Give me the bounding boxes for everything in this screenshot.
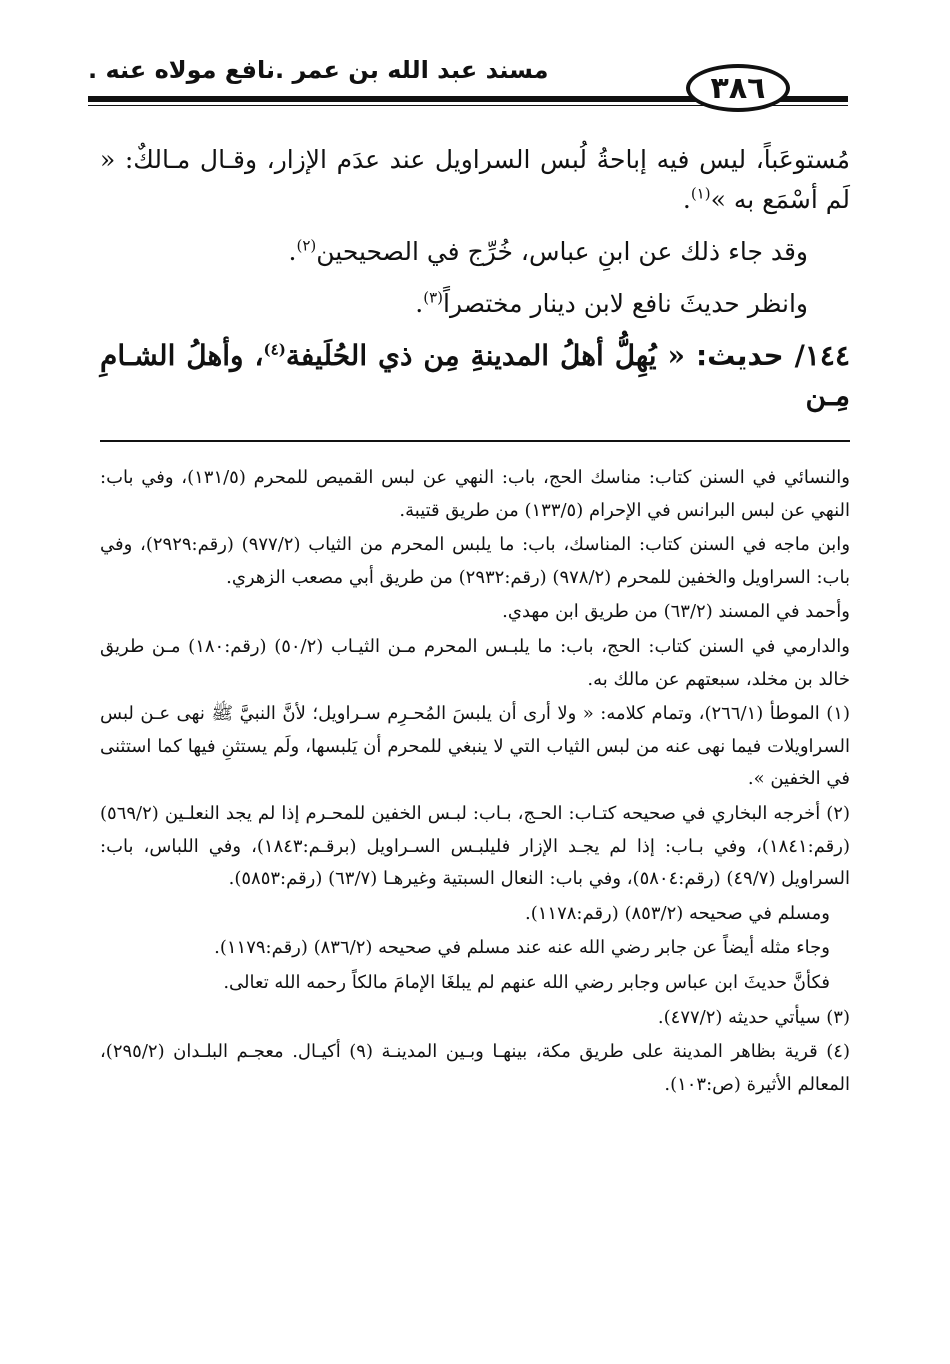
footnote-ref: (٢) <box>296 236 317 255</box>
footnote-ref: (١) <box>690 184 711 203</box>
footnote-2-extra: ومسلم في صحيحه (٨٥٣/٢) (رقم:١١٧٨). <box>524 902 830 924</box>
footnote-4: (٤) قرية بظاهر المدينة على طريق مكة، بينهـا وبـين المدينـة (٩) أكيـال. معجـم البلـدان (٢٩٥/٢)، المعالم الأثيرة (ص:١٠٣). <box>100 1041 850 1095</box>
hadith-heading: ١٤٤/ حديث: « يُهِلُّ أهلُ المدينةِ مِن ذي الحُلَيفة$^{(٤)}$، وأهلُ الشـامِ مِـن <box>100 339 850 412</box>
page-header <box>88 54 848 118</box>
hadith-keyword: حديث: <box>685 339 784 372</box>
hadith-number: ١٤٤/ <box>783 339 850 372</box>
paragraph-2: وقد جاء ذلك عن ابنِ عباس، خُرِّج في الصحيحين$^{(٢)}$. <box>288 236 808 266</box>
running-title: مسند عبد الله بن عمر .نافع مولاه عنه . <box>88 56 549 84</box>
footnote-2-extra: فكأنَّ حديثَ ابن عباس وجابر رضي الله عنهم لم يبلغَا الإمامَ مالكاً رحمه الله تعالى. <box>223 971 830 993</box>
page-number: ٣٨٦ <box>686 64 790 112</box>
footnote-3: (٣) سيأتي حديثه (٤٧٧/٢). <box>657 1006 850 1028</box>
footnote-1: (١) الموطأ (٢٦٦/١)، وتمام كلامه: « ولا أرى أن يلبسَ المُحـرِم سـراويل؛ لأنَّ النبيَّ ﷺ نهى عـن لبس السراويلات فيما نهى عنه من لبس الثياب التي لا ينبغي للمحرم أن يَلبسها، ولَم يستثنِ فيها كما استثنى في الخفين ». <box>100 703 850 790</box>
footnote-line: وابن ماجه في السنن كتاب: المناسك، باب: ما يلبس المحرم من الثياب (٩٧٧/٢) (رقم:٢٩٢٩)، وفي باب: السراويل والخفين للمحرم (٩٧٨/٢) (رقم:٢٩٣٢) من طريق أبي مصعب الزهري. <box>100 534 851 588</box>
paragraph-3: وانظر حديثَ نافع لابن دينار مختصراً$^{(٣)}$. <box>415 288 808 318</box>
footnotes <box>100 462 850 1103</box>
footnote-ref: (٣) <box>423 288 443 307</box>
footnote-2: (٢) أخرجه البخاري في صحيحه كتـاب: الحـج، بـاب: لبـس الخفين للمحـرم إذا لم يجد النعلـين (٥٦٩/٢) (رقم:١٨٤١)، وفي بـاب: إذا لم يجـد الإزار فليلبـس السـراويل (برقـم:١٨٤٣)، وفي اللباس، باب: السراويل (٤٩/٧) (رقم:٥٨٠٤)، وفي باب: النعال السبتية وغيرهـا (٦٣/٧) (رقم:٥٨٥٣). <box>100 802 850 890</box>
footnote-line: والدارمي في السنن كتاب: الحج، باب: ما يلبـس المحرم مـن الثيـاب (٥٠/٢) (رقم:١٨٠) مـن طريق خالد بن مخلد، سبعتهم عن مالك به. <box>100 635 850 690</box>
paragraph-1: مُستوعَباً، ليس فيه إباحةُ لُبس السراويل عند عدَم الإزار، وقـال مـالكٌ: « لَم أسْمَع به »$^{(١)}$. <box>100 145 850 214</box>
main-text <box>100 140 850 428</box>
footnote-ref: (٤) <box>263 340 286 359</box>
footnote-separator <box>100 440 850 442</box>
footnote-line: والنسائي في السنن كتاب: مناسك الحج، باب: النهي عن لبس القميص للمحرم (١٣١/٥)، وفي باب: النهي عن لبس البرانس في الإحرام (١٣٣/٥) من طريق قتيبة. <box>100 467 850 521</box>
footnote-line: وأحمد في المسند (٦٣/٢) من طريق ابن مهدي. <box>502 601 850 623</box>
footnote-2-extra: وجاء مثله أيضاً عن جابر رضي الله عنه عند مسلم في صحيحه (٨٣٦/٢) (رقم:١١٧٩). <box>214 937 830 959</box>
